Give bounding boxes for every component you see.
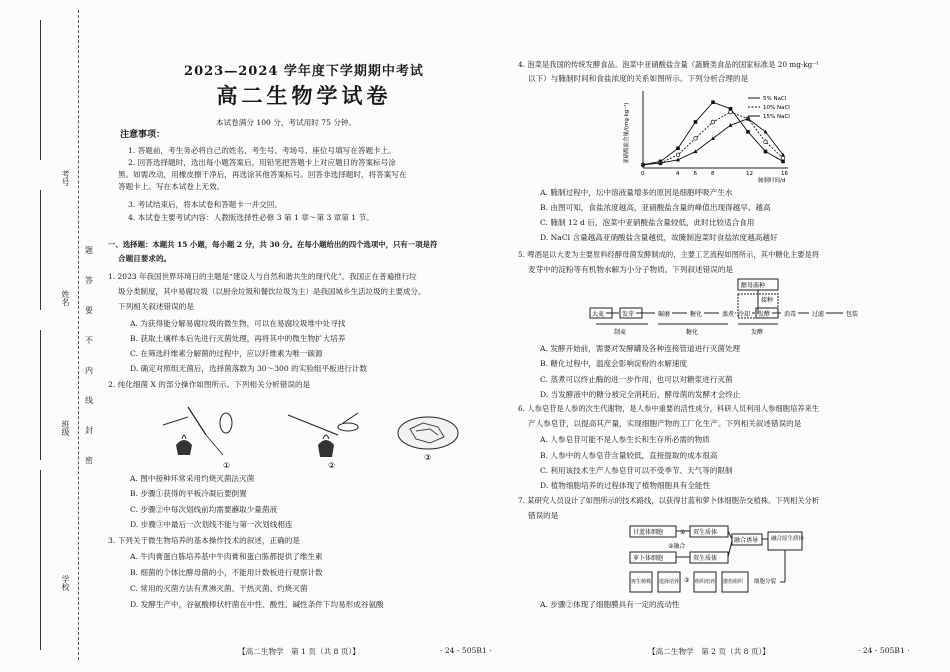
option: D. 发酵生产中，谷氨酸棒状杆菌在中性、酸性、碱性条件下均易形成谷氨酸 (130, 600, 384, 609)
data-point (694, 137, 698, 141)
data-point (676, 153, 680, 157)
flow-box: 甘蓝体细胞 (633, 529, 664, 536)
flow-box: 愈伤组织 (723, 579, 744, 585)
flow-steps (590, 308, 858, 318)
option: A. 为获得能分解易腐垃圾的微生物，可以在易腐垃圾堆中处寻找 (130, 319, 346, 328)
flow-box: 选择培养 (659, 579, 680, 585)
x-tick-label: 12 (746, 171, 753, 177)
question-stem: 1. 2023 年我国世界环境日的主题是“建设人与自然和谐共生的现代化”。我国正在普遍推行垃 (108, 272, 417, 281)
name-label: 姓名 (61, 290, 70, 306)
option: A. 发酵开始前，需要对发酵罐及各种连接管道进行灭菌处理 (540, 344, 741, 353)
flow-label: ②融合 (668, 543, 686, 550)
x-tick-label: 16 (781, 171, 788, 177)
option: C. 步骤②中每次划线前均需要蘸取少量菌液 (130, 505, 278, 514)
flow-step-label: 糖化 (690, 311, 703, 318)
exam-no-line (40, 20, 41, 160)
q5-flowchart (588, 278, 888, 340)
flow-box: 双生质体 (693, 529, 718, 536)
question-stem: 下列相关叙述错误的是 (118, 302, 194, 311)
seal-char: 答 (85, 276, 93, 285)
option: A. 腌制过程中，坛中溶液量增多的原因是细胞呼吸产生水 (540, 188, 733, 197)
flow-step-label: 大麦 (592, 311, 605, 318)
option: A. 牛肉膏蛋白胨培养基中牛肉膏和蛋白胨都提供了维生素 (130, 552, 323, 561)
data-point (694, 120, 698, 124)
option: C. 利用该技术生产人参皂苷可以不受季节、天气等的限制 (540, 466, 733, 475)
seal-char: 线 (85, 396, 93, 405)
page-footer-title: 【高二生物学 第 1 页（共 8 页）】 (238, 647, 360, 656)
data-point (711, 136, 715, 140)
data-point (764, 130, 768, 134)
option: D. 当发酵液中的糖分被完全消耗后，酵母菌的发酵才会终止 (540, 390, 741, 399)
seal-char: 要 (85, 306, 93, 315)
name-line (40, 190, 41, 310)
class-line (40, 330, 41, 460)
option: D. 确定对照组无菌后，选择菌落数为 30～300 的实验组平板进行计数 (130, 364, 368, 373)
flow-step: ③ (684, 577, 690, 584)
flow-step-label: 过滤 (812, 311, 825, 318)
option: C. 常用的灭菌方法有煮沸灭菌、干热灭菌、灼烧灭菌 (130, 584, 308, 593)
section-heading: 一、选择题：本题共 15 小题，每小题 2 分，共 30 分。在每小题给出的四个选项中，只有一项是符 (108, 240, 438, 249)
question-stem: 圾分类制度，其中易腐垃圾（以厨余垃圾和餐饮垃圾为主）是我国城乡生活垃圾的主要成分。 (118, 287, 426, 296)
data-point (711, 120, 715, 124)
data-point (764, 140, 768, 144)
seal-char: 不 (85, 336, 93, 345)
flow-step-label: 消毒 (784, 311, 797, 318)
flow-box: 再生植株 (631, 579, 652, 585)
notice-line: 1. 答题前，考生务必将自己的姓名、考生号、考场号、座位号填写在答题卡上。 (128, 146, 396, 155)
school-label: 学校 (61, 575, 70, 591)
question-stem: 产人参皂苷，以提高其产量，实现细胞产物的工厂化生产。下列相关叙述错误的是 (528, 419, 802, 428)
fig-label: ③ (424, 453, 432, 462)
flow-box: 双生质体 (693, 555, 718, 562)
page-footer-code: · 24 - 505B1 · (440, 646, 492, 655)
data-point (729, 110, 733, 114)
seal-char: 内 (85, 366, 93, 375)
notice-line: 2. 回答选择题时，选出每小题答案后，用铅笔把答题卡上对应题目的答案标号涂 (128, 158, 396, 167)
flow-step-label: 碾磨 (658, 311, 671, 318)
q7-flowchart (628, 524, 858, 594)
data-point (781, 156, 785, 160)
option: B. 由图可知，食盐浓度越高，亚硝酸盐含量的峰值出现得越早、越高 (540, 203, 771, 212)
class-label: 班级 (61, 420, 70, 436)
x-tick-label: 4 (676, 171, 680, 177)
option: B. 人参中的人参皂苷含量较低，直接提取的成本很高 (540, 451, 718, 460)
option: C. 蒸煮可以终止酶的进一步作用，也可以对糖浆进行灭菌 (540, 375, 733, 384)
flow-box: 酵母菌种 (741, 282, 766, 290)
notice-line: 黑。如需改动，用橡皮擦干净后，再选涂其他答案标号。回答非选择题时，将答案写在 (118, 170, 407, 179)
question-stem: 2. 纯化细菌 X 的部分操作如图所示。下列相关分析错误的是 (108, 380, 311, 389)
option: A. 人参皂苷可能不是人参生长和生存所必需的物质 (540, 435, 710, 444)
flow-label: 接种 (761, 297, 774, 304)
x-tick-label: 8 (711, 171, 715, 177)
question-stem: 3. 下列关于微生物培养的基本操作技术的叙述，正确的是 (108, 536, 300, 545)
option: B. 步骤①获得的平板冷凝后要倒置 (130, 489, 247, 498)
section-heading: 合题目要求的。 (118, 254, 172, 263)
data-point (711, 100, 715, 104)
binding-margin (0, 0, 105, 672)
option: D. 植物细胞培养的过程体现了植物细胞具有全能性 (540, 481, 711, 490)
flow-step-label: 蒸煮 (722, 311, 735, 318)
page-footer-code: · 24 - 505B1 · (858, 646, 910, 655)
legend-label: 5% NaCl (763, 96, 787, 102)
flow-label: 细胞分裂 (754, 579, 777, 585)
option: A. 步骤②体现了细胞膜具有一定的流动性 (540, 600, 680, 609)
flow-step-label: 发芽 (622, 311, 635, 318)
flow-label: 制麦 (614, 329, 627, 336)
series-line (643, 102, 783, 164)
flow-label: 发酵 (751, 329, 764, 336)
school-line (40, 470, 41, 650)
question-stem: 5. 啤酒是以大麦为主要原料经酵母菌发酵制成的，主要工艺流程如图所示，其中糖化主要是将 (518, 250, 820, 259)
q2-figure (148, 395, 468, 470)
option: B. 获取土壤样本后先进行灭菌处理，再将其中的微生物扩大培养 (130, 334, 346, 343)
option: C. 腌制 12 d 后，泡菜中亚硝酸盐含量较低，此时比较适合食用 (540, 218, 755, 227)
question-stem: 4. 泡菜是我国的传统发酵食品。泡菜中亚硝酸盐含量（蔬腌类食品的国家标准是 20 mg·kg⁻¹ (518, 60, 820, 69)
page-footer-title: 【高二生物学 第 2 页（共 8 页）】 (648, 647, 770, 656)
exam-no-label: 考号 (61, 170, 70, 186)
question-stem: 以下）与腌制时间和食盐浓度的关系如图所示。下列分析合理的是 (528, 74, 749, 83)
x-ticks (641, 171, 788, 177)
flow-step-label: 包装 (846, 311, 859, 318)
flow-step-label: 发酵 (758, 311, 771, 318)
notice-line: 3. 考试结束后，将本试卷和答题卡一并交回。 (128, 200, 282, 209)
flow-box: 组织培养 (695, 579, 716, 585)
figure-2 (288, 413, 358, 457)
legend-label: 15% NaCl (763, 114, 790, 120)
x-tick-label: 6 (693, 171, 697, 177)
question-stem: 错误的是 (528, 511, 559, 520)
seal-char: 题 (85, 246, 93, 255)
question-stem: 麦芽中的淀粉等有机物水解为小分子物质。下列叙述错误的是 (528, 265, 734, 274)
notice-line: 4. 本试卷主要考试内容：人教版选择性必修 3 第 1 章～第 3 章第 1 节。 (128, 213, 374, 222)
y-axis-label: 亚硝酸盐含量/(mg·kg⁻¹) (624, 102, 630, 164)
notice-line: 答题卡上。写在本试卷上无效。 (118, 182, 225, 191)
option: B. 细菌的个体比酵母菌的小，不能用计数板进行观察计数 (130, 568, 323, 577)
seal-char: 密 (85, 456, 93, 465)
figure-3 (398, 417, 458, 449)
x-tick-label: 0 (641, 171, 645, 177)
option: D. 步骤③中最后一次划线不能与第一次划线相连 (130, 520, 293, 529)
data-point (746, 130, 750, 134)
fig-label: ① (223, 461, 231, 470)
exam-subject-title: 高二生物学试卷 (216, 83, 392, 108)
data-point (764, 150, 768, 154)
legend-label: 10% NaCl (763, 105, 790, 111)
flow-box: 融合诱导 (734, 537, 759, 544)
flow-box: 融合原生质体 (771, 536, 805, 542)
question-stem: 7. 某研究人员设计了如图所示的技术路线，以获得甘蓝和萝卜体细胞杂交植株。下列相关分析 (518, 496, 820, 505)
notice-heading: 注意事项： (120, 130, 166, 140)
flow-step: ① (680, 529, 686, 536)
option: A. 图中接种环常采用灼烧灭菌法灭菌 (130, 474, 255, 483)
option: C. 在筛选纤维素分解菌的过程中，应以纤维素为唯一碳源 (130, 349, 323, 358)
exam-title: 2023—2024 学年度下学期期中考试 (184, 64, 424, 79)
figure-1 (163, 407, 232, 455)
option: D. NaCl 含量越高亚硝酸盐含量越低，故腌制泡菜时食盐浓度越高越好 (540, 233, 778, 242)
seal-char: 封 (85, 426, 93, 435)
exam-info: 本试卷满分 100 分，考试用时 75 分钟。 (216, 118, 357, 127)
binding-dashed-line (78, 10, 79, 660)
question-stem: 6. 人参皂苷是人参的次生代谢物，是人参中重要的活性成分，科研人员利用人参细胞培养来生 (518, 404, 820, 413)
data-point (694, 149, 698, 153)
x-axis-label: 腌制时间/d (758, 178, 786, 184)
fig-label: ② (328, 461, 336, 470)
legend (748, 96, 790, 120)
flow-label: 糖化 (686, 329, 699, 336)
flow-box: 萝卜体细胞 (633, 555, 664, 562)
q4-line-chart (618, 86, 818, 186)
option: B. 糖化过程中，温度会影响淀粉的水解速度 (540, 359, 688, 368)
series-line (643, 119, 783, 165)
data-point (676, 146, 680, 150)
flow-step-label: 冷却 (738, 311, 751, 318)
